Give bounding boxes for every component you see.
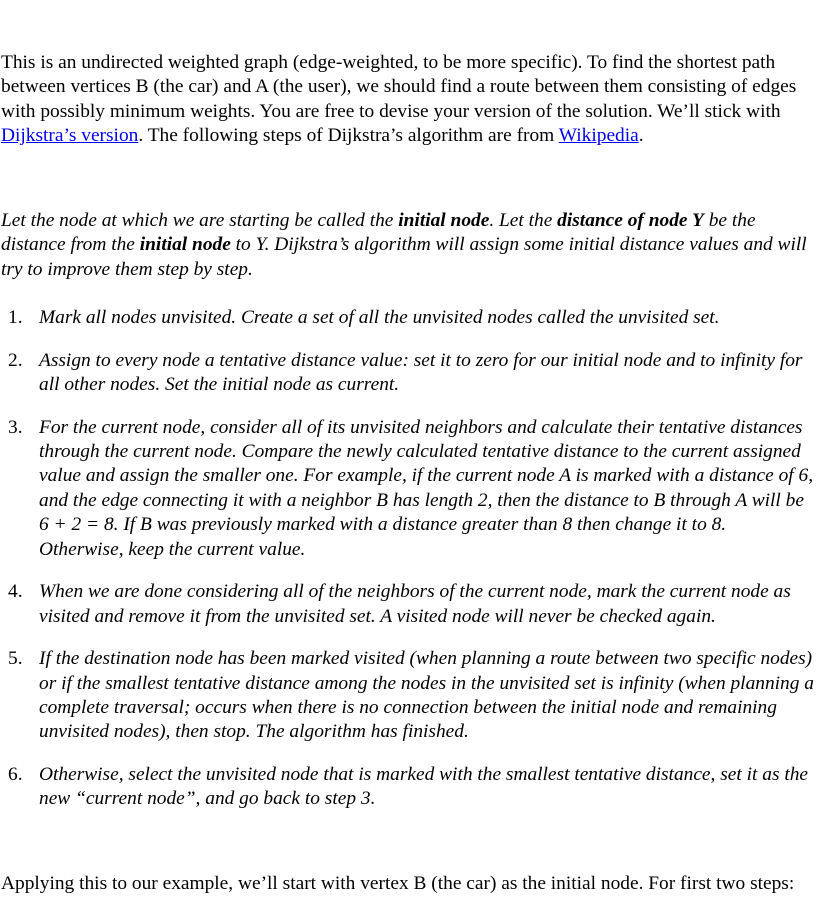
step-text: Otherwise, select the unvisited node that is marked with the smallest tentative distance, set it as the new “current node”, and go back to step 3. [39, 764, 809, 810]
step-number: 5. [8, 648, 23, 670]
step-number: 3. [8, 416, 23, 438]
algorithm-quote-intro [1, 209, 813, 282]
step-number: 4. [8, 581, 23, 603]
step-number: 2. [8, 349, 23, 371]
step-text: When we are done considering all of the neighbors of the current node, mark the current node as visited and remove it from the unvisited set. A visited node will never be checked again. [39, 581, 791, 627]
list-item [0, 416, 814, 562]
quote-bold-initial-node-2: initial node [139, 234, 231, 256]
list-item [0, 647, 814, 745]
step-text: Assign to every node a tentative distance value: set it to zero for our initial node and to infinity for all other nodes. Set the initial node as current. [39, 349, 803, 395]
quote-text-4: to Y. Dijkstra’s algorithm will assign some initial distance values and will try to improve them step by step. [1, 234, 807, 280]
wikipedia-link[interactable]: Wikipedia [558, 125, 639, 147]
list-item [0, 306, 814, 330]
quote-text-2: . Let the [489, 210, 558, 231]
intro-text-1: This is an undirected weighted graph (edge-weighted, to be more specific). To find the shortest path between vertices B (the car) and A (the user), we should find a route between them consisting of edges with possibly minimum weights. You are free to devise your version of the solution. We’ll stick with [1, 52, 797, 122]
step-number: 1. [8, 307, 23, 328]
quote-bold-initial-node: initial node [398, 210, 490, 231]
list-item [0, 763, 814, 812]
quote-bold-distance-of-node-y: distance of node Y [557, 210, 704, 231]
quote-text-1: Let the node at which we are starting be called the [1, 210, 399, 231]
list-item [0, 580, 814, 629]
list-item [0, 349, 814, 398]
step-number: 6. [8, 764, 23, 786]
algorithm-steps-list [0, 306, 814, 830]
intro-text-2: . The following steps of Dijkstra’s algorithm are from [138, 125, 559, 147]
step-text: If the destination node has been marked visited (when planning a route between two specific nodes) or if the smallest tentative distance among the nodes in the unvisited set is infinity (when planning a complete traversal; occurs when there is no connection between the initial node and remaining unvisited nodes), then stop. The algorithm has finished. [39, 648, 814, 743]
quote-text-3: be the distance from the [1, 210, 756, 256]
intro-paragraph [1, 51, 813, 149]
intro-text-3: . [638, 125, 644, 147]
step-text: Mark all nodes unvisited. Create a set of all the unvisited nodes called the unvisited set. [39, 307, 720, 328]
dijkstra-version-link[interactable]: Dijkstra’s version [1, 125, 139, 147]
conclusion-paragraph: Applying this to our example, we’ll start with vertex B (the car) as the initial node. For first two steps: [1, 873, 795, 894]
step-text: For the current node, consider all of its unvisited neighbors and calculate their tentative distances through the current node. Compare the newly calculated tentative distance to the current assigned value and assign the smaller one. For example, if the current node A is marked with a distance of 6, and the edge connecting it with a neighbor B has length 2, then the distance to B through A will be 6 + 2 = 8. If B was previously marked with a distance greater than 8 then change it to 8. Otherwise, keep the current value. [39, 416, 814, 560]
